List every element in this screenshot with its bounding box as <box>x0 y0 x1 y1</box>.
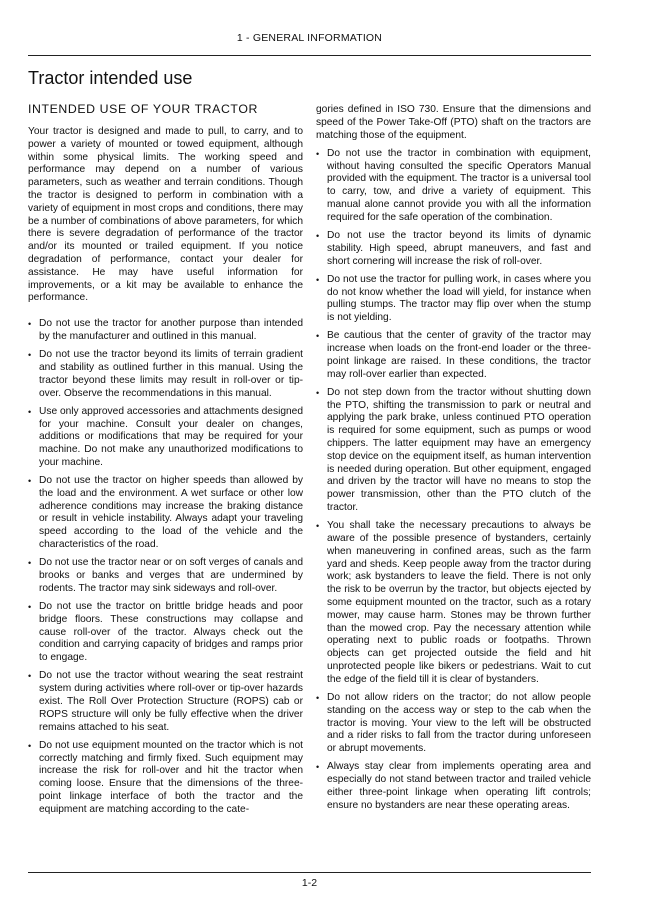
list-item: • Be cautious that the center of gravity of the tractor may increase when loads on the front-end loader or the three-point linkage are raised. In these conditions, the tractor may roll-over earlier than expected. <box>316 330 591 381</box>
page-number: 1-2 <box>301 877 318 889</box>
footer-divider <box>28 872 591 873</box>
intro-paragraph: Your tractor is designed and made to pull, to carry, and to power a variety of mounted or towed equipment, although within some physical limits. The working speed and performance may depend on a number of various parameters, such as weather and terrain conditions. Though the tractor is designed to perform in combination with a variety of equipment in most crops and conditions, there may be a number of combinations of above parameters, for which there is severe degradation of performance of the tractor and/or its mounted or trailed equipment. If you notice degradation of performance, contact your dealer for assistance. He may have useful information for improvements, or a kit may be available to enhance the performance. <box>28 126 303 304</box>
right-bullet-list <box>316 148 591 813</box>
header-divider <box>28 55 591 56</box>
list-item: • Do not use the tractor near or on soft verges of canals and brooks or banks and verges that are undermined by rodents. The tractor may sink sideways and roll-over. <box>28 557 303 595</box>
list-item: • Do not use the tractor beyond its limits of terrain gradient and stability as outlined further in this manual. Using the tractor beyond these limits may result in roll-over or tip-over. Observe the recommendations in this manual. <box>28 349 303 400</box>
list-item: • You shall take the necessary precautions to always be aware of the possible presence of bystanders, certainly when maneuvering in confined areas, such as the farm yard and sheds. Keep people away from the tractor during work; ask bystanders to leave the field. There is not only the risk to be overrun by the tractor, but objects ejected by some equipment mounted on the tractor, such as a rotary mower, may cause harm. Stones may be thrown further than the mowed crop. Pay the necessary attention while operating next to public roads or footpaths. Thrown objects can get projected outside the field and hit unprotected people like bikers or pedestrians. Wait to cut the edge of the field till it is clear of bystanders. <box>316 520 591 686</box>
list-item: • Do not step down from the tractor without shutting down the PTO, shifting the transmission to park or neutral and applying the park brake, unless continued PTO operation is required for some equipment, such as pumps or wood chippers. The latter equipment may have an emergency stop device on the equipment itself, as human intervention is needed during operation. But other equipment, engaged and driven by the tractor will have no means to stop the power transmission, other than the PTO clutch of the tractor. <box>316 387 591 515</box>
list-item: • Do not use the tractor in combination with equipment, without having consulted the specific Operators Manual provided with the equipment. The tractor is a universal tool to carry, tow, and drive a variety of equipment. This manual alone cannot provide you with all the information required for the safe operation of the combination. <box>316 148 591 225</box>
list-item: • Do not use the tractor on higher speeds than allowed by the load and the environment. A wet surface or other low adherence conditions may increase the braking distance or result in vehicle instability. Always adapt your traveling speed according to the load of the vehicle and the characteristics of the road. <box>28 475 303 552</box>
right-column <box>316 104 591 818</box>
left-column <box>28 102 303 822</box>
running-header: 1 - GENERAL INFORMATION <box>236 32 383 44</box>
list-item: • Do not use the tractor beyond its limits of dynamic stability. High speed, abrupt maneuvers, and fast and short cornering will increase the risk of roll-over. <box>316 230 591 268</box>
continued-text: gories defined in ISO 730. Ensure that the dimensions and speed of the Power Take-Off (PTO) shaft on the tractors are matching those of the equipment. <box>316 104 591 141</box>
list-item: • Always stay clear from implements operating area and especially do not stand between tractor and trailed vehicle either three-point linkage when operating lift controls; ensure no bystanders are near these operating areas. <box>316 761 591 812</box>
list-item: • Do not use the tractor without wearing the seat restraint system during activities where roll-over or tip-over hazards exist. The Roll Over Protection Structure (ROPS) cab or ROPS structure will only be fully effective when the driver remains attached to his seat. <box>28 670 303 734</box>
left-bullet-list <box>28 318 303 816</box>
section-subheading: INTENDED USE OF YOUR TRACTOR <box>28 102 258 116</box>
list-item: • Use only approved accessories and attachments designed for your machine. Consult your dealer on changes, additions or modifications that may be required for your machine. Do not make any unauthorized modifications to your machine. <box>28 406 303 470</box>
list-item: • Do not use the tractor for another purpose than intended by the manufacturer and outlined in this manual. <box>28 318 303 344</box>
list-item: • Do not use equipment mounted on the tractor which is not correctly matching and firmly fixed. Such equipment may increase the risk for roll-over and hit the tractor when coming loose. Ensure that the dimensions of the three-point linkage interface of both the tractor and the equipment are matching according to the cate- <box>28 740 303 817</box>
list-item: • Do not use the tractor for pulling work, in cases where you do not know whether the load will yield, for instance when pulling stumps. The tractor may flip over when the stump is not yielding. <box>316 274 591 325</box>
list-item: • Do not allow riders on the tractor; do not allow people standing on the access way or step to the cab when the tractor is moving. Your view to the left will be obstructed and a rider risks to fall from the tractor during unforeseen or abrupt movements. <box>316 692 591 756</box>
list-item: • Do not use the tractor on brittle bridge heads and poor bridge floors. These constructions may collapse and cause roll-over of the tractor. Always check out the condition and carrying capacity of bridges and ramps prior to engage. <box>28 601 303 665</box>
page-title: Tractor intended use <box>28 68 193 88</box>
